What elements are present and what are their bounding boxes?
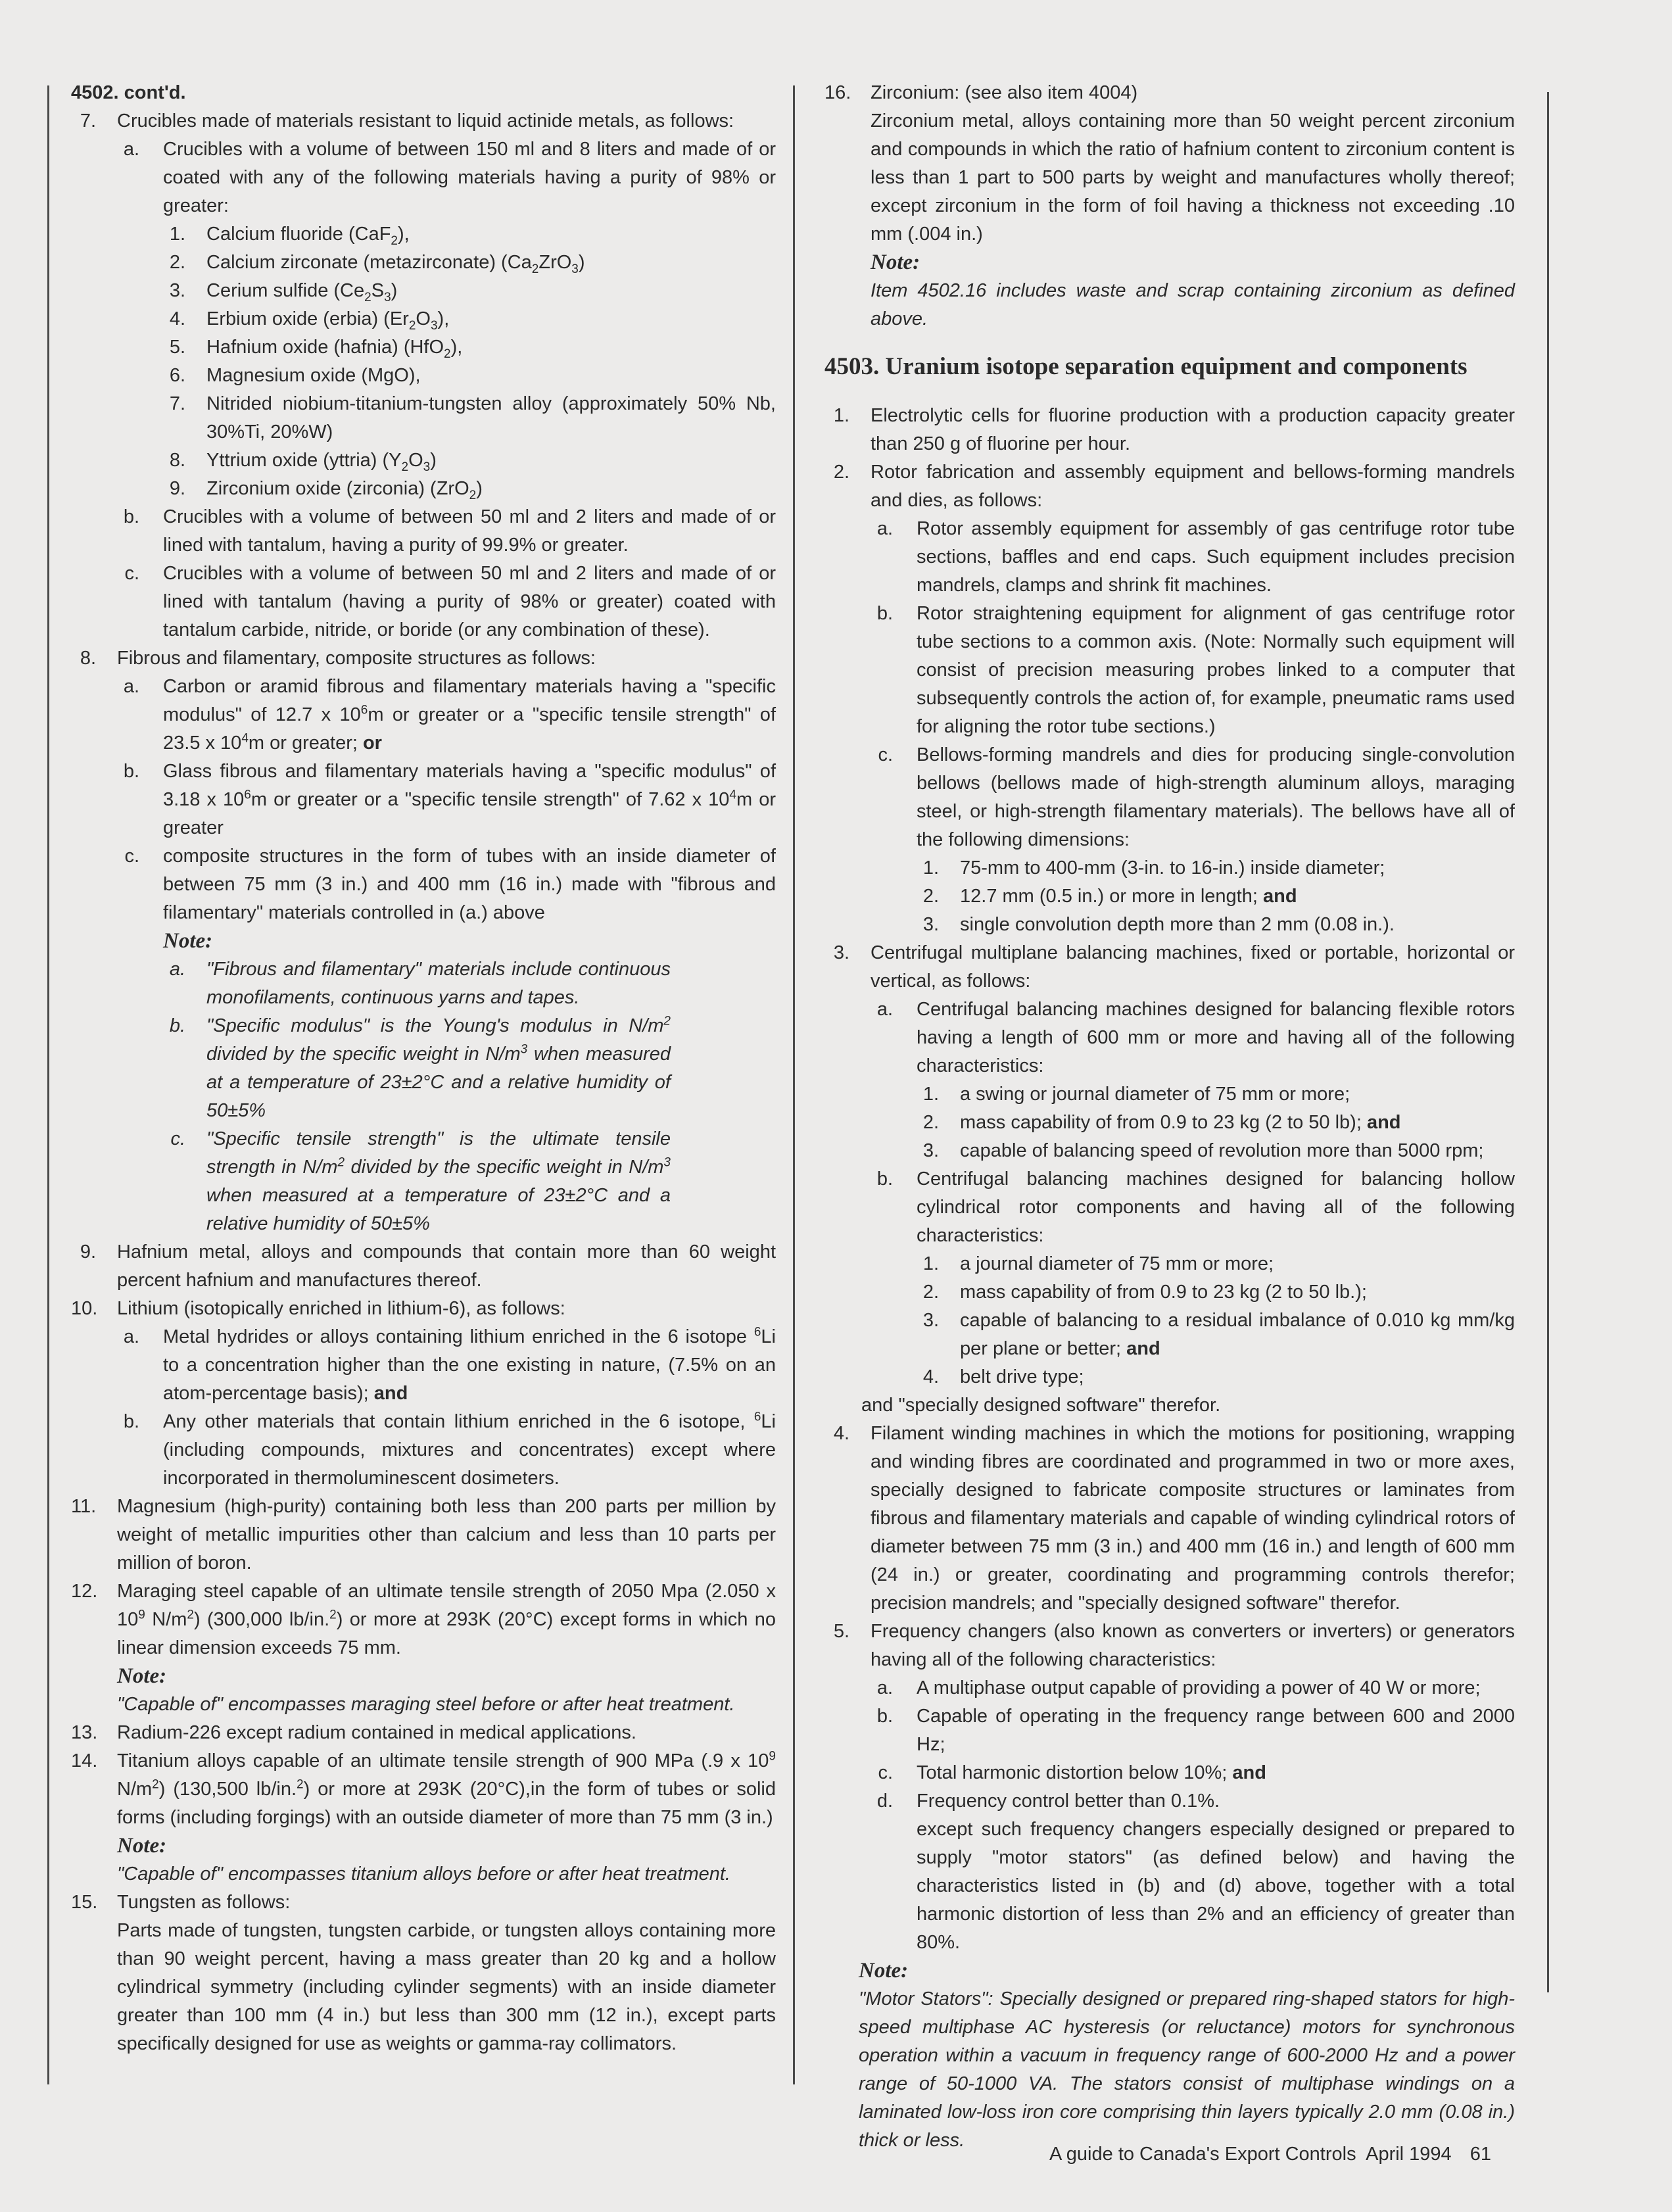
list-item: b. Capable of operating in the frequency range between 600 and 2000 Hz; [876, 1706, 1515, 1755]
list-item: 4. Filament winding machines in which the motions for positioning, wrapping and winding fibres are coordinated and programmed in two or more axes, specially designed to fabricate composite structures or laminates from fibrous and filamentary materials and capable of winding cylindrical rotors of diameter between 75 mm (3 in.) and 400 mm (16 in.) and length of 600 mm (24 in.) or greater, coordinating and programming controls therefor; precision mandrels; and "specially designed software" therefor. [833, 1423, 1515, 1614]
section-heading: 4503. Uranium isotope separation equipment and components [824, 353, 1468, 380]
list-item: 1. Calcium fluoride (CaF$_2$), [169, 224, 410, 248]
list-item: 12. Maraging steel capable of an ultimate tensile strength of 2050 Mpa (2.050 x $10^9$ $N/m^2$) (300,000 lb/in.$^2$) or more at 293K (20°C) except forms in which no linear dimension exceeds 75 mm. [71, 1581, 776, 1658]
list-item: 15. Tungsten as follows: [71, 1892, 291, 1913]
note-heading: Note: [163, 929, 213, 953]
list-item: 1. 75-mm to 400-mm (3-in. to 16-in.) inside diameter; [922, 857, 1385, 878]
list-item: 1. a journal diameter of 75 mm or more; [922, 1253, 1274, 1274]
list-item: a. Crucibles with a volume of between 150 ml and 8 liters and made of or coated with any of the following materials having a purity of 98% or greater: [123, 139, 776, 216]
list-item: 2. mass capability of from 0.9 to 23 kg (2 to 50 lb.); [922, 1282, 1367, 1303]
list-item: 10. Lithium (isotopically enriched in lithium-6), as follows: [71, 1298, 565, 1319]
right-column [824, 79, 1515, 2155]
list-item: 5. Frequency changers (also known as converters or inverters) or generators having all of the following characteristics: [833, 1621, 1515, 1670]
left-margin-rule [47, 85, 49, 2084]
note-item: b. "Specific modulus" is the Young's modulus in $N/m^2$ divided by the specific weight in $N/m^3$ when measured at a temperature of 23±2°C and a relative humidity of 50±5% [169, 1014, 671, 1121]
list-item: 14. Titanium alloys capable of an ultimate tensile strength of 900 MPa (.9 x $10^9$ $N/m^2$) (130,500 lb/in.$^2$) or more at 293K (20°C),in the form of tubes or solid forms (including forgings) with an outside diameter of more than 75 mm (3 in.) [71, 1749, 776, 1828]
list-item: 9. Hafnium metal, alloys and compounds that contain more than 60 weight percent hafnium and manufactures thereof. [80, 1241, 776, 1291]
list-item: 9. Zirconium oxide (zirconia) (ZrO$_2$) [169, 478, 483, 502]
paragraph: and "specially designed software" therefor. [861, 1395, 1221, 1416]
list-item: 4. belt drive type; [922, 1366, 1084, 1387]
list-item: d. Frequency control better than 0.1%. [876, 1791, 1220, 1812]
list-item: 2. Rotor fabrication and assembly equipment and bellows-forming mandrels and dies, as follows: [833, 462, 1515, 511]
page-number: 61 [1469, 2144, 1491, 2165]
list-item: 3. Cerium sulfide $(Ce_2S_3)$ [169, 280, 398, 304]
left-column [71, 79, 776, 2058]
note-heading: Note: [859, 1959, 909, 1983]
note-heading: Note: [117, 1664, 167, 1688]
note-text: "Capable of" encompasses titanium alloys before or after heat treatment. [117, 1863, 730, 1885]
list-item: a. Centrifugal balancing machines designed for balancing flexible rotors having a length of 600 mm or more and having all of the following characteristics: [876, 999, 1515, 1076]
list-item: 5. Hafnium oxide (hafnia) (HfO$_2$), [169, 337, 463, 361]
list-item: b. Centrifugal balancing machines designed for balancing hollow cylindrical rotor components and having all of the following characteristics: [876, 1168, 1515, 1246]
list-item: 2. Calcium zirconate (metazirconate) $(Ca_2ZrO_3)$ [169, 252, 585, 276]
list-item: a. Metal hydrides or alloys containing lithium enriched in the 6 isotope $^6$Li to a concentration higher than the one existing in nature, (7.5% on an atom-percentage basis); and [123, 1325, 776, 1404]
list-item: c. Bellows-forming mandrels and dies for producing single-convolution bellows (bellows made of high-strength aluminum alloys, maraging steel, or high-strength filamentary materials). The bellows have all of the following dimensions: [878, 744, 1515, 850]
list-item: 6. Magnesium oxide (MgO), [169, 365, 421, 386]
section-continued-title: 4502. cont'd. [71, 82, 186, 103]
note-item: c. "Specific tensile strength" is the ultimate tensile strength in $N/m^2$ divided by the specific weight in $N/m^3$ when measured at a temperature of 23±2°C and a relative humidity of 50±5% [170, 1128, 671, 1234]
list-item: c. composite structures in the form of tubes with an inside diameter of between 75 mm (3 in.) and 400 mm (16 in.) made with "fibrous and filamentary" materials controlled in (a.) above [124, 846, 776, 923]
list-item: b. Glass fibrous and filamentary materials having a "specific modulus" of 3.18 x $10^6m$ or greater or a "specific tensile strength" of 7.62 x $10^4m$ or greater [123, 761, 776, 838]
list-item: a. A multiphase output capable of providing a power of 40 W or more; [876, 1677, 1481, 1698]
list-item: 4. Erbium oxide (erbia) $(Er_2O_3)$, [169, 308, 450, 333]
list-item: 3. capable of balancing speed of revolution more than 5000 rpm; [922, 1140, 1484, 1161]
list-item: b. Rotor straightening equipment for alignment of gas centrifuge rotor tube sections to a common axis. (Note: Normally such equipment will consist of precision measuring probes linked to a computer that subsequently controls the action of, for example, pneumatic rams used for aligning the rotor tube sections.) [876, 603, 1515, 737]
list-item: 3. single convolution depth more than 2 mm (0.08 in.). [922, 914, 1395, 935]
list-item: 7. Nitrided niobium-titanium-tungsten alloy (approximately 50% Nb, 30%Ti, 20%W) [169, 393, 776, 443]
list-item: 13. Radium-226 except radium contained in medical applications. [71, 1722, 636, 1743]
list-item: 7. Crucibles made of materials resistant to liquid actinide metals, as follows: [80, 110, 734, 132]
list-item: 11. Magnesium (high-purity) containing both less than 200 parts per million by weight of metallic impurities other than calcium and less than 10 parts per million of boron. [71, 1496, 776, 1574]
list-item: a. Carbon or aramid fibrous and filamentary materials having a "specific modulus" of 12.7 x $10^6m$ or greater or a "specific tensile strength" of 23.5 x $10^4m$ or greater; or [123, 676, 776, 754]
note-text: "Capable of" encompasses maraging steel before or after heat treatment. [117, 1694, 735, 1715]
page-footer [1049, 2141, 1491, 2167]
list-item: a. Rotor assembly equipment for assembly of gas centrifuge rotor tube sections, baffles and end caps. Such equipment includes precision mandrels, clamps and shrink fit machines. [876, 518, 1515, 596]
list-item: 3. Centrifugal multiplane balancing machines, fixed or portable, horizontal or vertical, as follows: [833, 942, 1515, 992]
note-heading: Note: [871, 251, 920, 274]
list-item: b. Any other materials that contain lithium enriched in the 6 isotope, $^6$Li (including compounds, mixtures and concentrates) except where incorporated in thermoluminescent dosimeters. [123, 1410, 776, 1489]
list-item: 1. Electrolytic cells for fluorine production with a production capacity greater than 250 g of fluorine per hour. [833, 405, 1515, 454]
list-item: 16. Zirconium: (see also item 4004) [824, 82, 1138, 103]
list-item: c. Crucibles with a volume of between 50 ml and 2 liters and made of or lined with tantalum (having a purity of 98% or greater) coated with tantalum carbide, nitride, or boride (or any combination of these). [124, 563, 776, 640]
list-item: 2. mass capability of from 0.9 to 23 kg (2 to 50 lb); and [922, 1112, 1401, 1133]
paragraph: Zirconium metal, alloys containing more than 50 weight percent zirconium and compounds in which the ratio of hafnium content to zirconium content is less than 1 part to 500 parts by weight and manufactures wholly thereof; except zirconium in the form of foil having a thickness not exceeding .10 mm (.004 in.) [871, 110, 1515, 245]
right-margin-rule [1547, 92, 1549, 1992]
footer-publication: A guide to Canada's Export Controls April 1994 [1049, 2144, 1452, 2165]
note-text: "Motor Stators": Specially designed or prepared ring-shaped stators for high-speed multiphase AC hysteresis (or reluctance) motors for synchronous operation within a vacuum in frequency range of 600-2000 Hz and a power range of 50-1000 VA. The stators consist of multiphase windings on a laminated low-loss iron core comprising thin layers typically 2.0 mm (0.08 in.) thick or less. [859, 1988, 1515, 2151]
list-item: 1. a swing or journal diameter of 75 mm or more; [922, 1084, 1350, 1105]
note-item: a. "Fibrous and filamentary" materials include continuous monofilaments, continuous yarns and tapes. [169, 959, 671, 1008]
paragraph: Parts made of tungsten, tungsten carbide, or tungsten alloys containing more than 90 weight percent, having a mass greater than 20 kg and a hollow cylindrical symmetry (including cylinder segments) with an inside diameter greater than 100 mm (4 in.) but less than 300 mm (12 in.), except parts specifically designed for use as weights or gamma-ray collimators. [117, 1920, 776, 2054]
list-item: 8. Fibrous and filamentary, composite structures as follows: [80, 648, 596, 669]
note-text: Item 4502.16 includes waste and scrap containing zirconium as defined above. [871, 280, 1515, 329]
paragraph: except such frequency changers especially designed or prepared to supply "motor stators" (as defined below) and having the characteristics listed in (b) and (d) above, together with a total harmonic distortion of less than 2% and an efficiency of greater than 80%. [917, 1819, 1515, 1953]
column-divider-rule [793, 85, 795, 2084]
list-item: 8. Yttrium oxide (yttria) $(Y_2O_3)$ [169, 450, 437, 474]
list-item: b. Crucibles with a volume of between 50 ml and 2 liters and made of or lined with tantalum, having a purity of 99.9% or greater. [123, 506, 776, 556]
list-item: 3. capable of balancing to a residual imbalance of 0.010 kg mm/kg per plane or better; and [922, 1310, 1515, 1359]
note-heading: Note: [117, 1834, 167, 1858]
list-item: c. Total harmonic distortion below 10%; and [878, 1762, 1266, 1783]
list-item: 2. 12.7 mm (0.5 in.) or more in length; and [922, 886, 1297, 907]
